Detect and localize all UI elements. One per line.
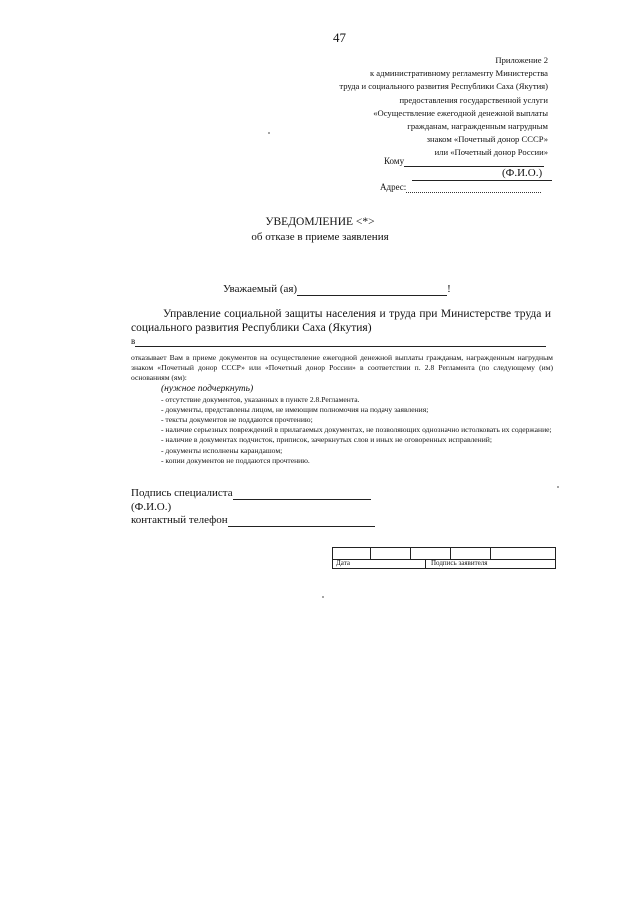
reason-item: - документы исполнены карандашом;: [161, 445, 283, 455]
address-label: Адрес:: [380, 182, 407, 192]
greeting-prefix: Уважаемый (ая): [223, 283, 298, 295]
receipt-applicant-sign-label: Подпись заявителя: [431, 559, 488, 567]
specialist-signature-field[interactable]: [233, 487, 371, 500]
scan-speck: [268, 132, 270, 134]
reason-item: - копии документов не поддаются прочтению.: [161, 455, 310, 465]
appendix-header: [288, 54, 548, 160]
greeting: [223, 283, 451, 296]
greeting-suffix: !: [447, 283, 451, 295]
receipt-table-divider: [425, 559, 426, 568]
refusal-text: отказывает Вам в приеме документов на осуществление ежегодной денежной выплаты гражданам, награжденным нагрудным знаком «Почетный донор СССР» или «Почетный донор России» в соответствии п. 2.8 Регламента (по следующему (им) основаниям (ям):: [131, 353, 553, 383]
receipt-table-cell-divider: [410, 548, 411, 559]
scan-speck: [322, 596, 324, 598]
receipt-date-label: Дата: [336, 559, 350, 567]
in-line: [131, 336, 546, 347]
notice-subtitle: об отказе в приеме заявления: [251, 231, 389, 243]
receipt-table-cell-divider: [370, 548, 371, 559]
receipt-table-cell-divider: [450, 548, 451, 559]
greeting-name-field[interactable]: [297, 283, 447, 296]
addressee-to: [384, 156, 544, 167]
appendix-line: «Осуществление ежегодной денежной выплаты: [373, 107, 548, 118]
appendix-line: к административному регламенту Министерства: [369, 68, 548, 79]
reason-item: - документы, представлены лицом, не имеющим полномочия на подачу заявления;: [161, 404, 429, 414]
in-label: в: [131, 336, 136, 346]
notice-title: УВЕДОМЛЕНИЕ <*>: [265, 216, 375, 228]
appendix-line: предоставления государственной услуги: [399, 94, 548, 105]
appendix-line: знаком «Почетный донор СССР»: [426, 134, 548, 145]
contact-phone-field[interactable]: [228, 514, 375, 527]
reason-item: - тексты документов не поддаются прочтению;: [161, 415, 313, 425]
refusal-body: [131, 353, 553, 466]
specialist-signature: [131, 487, 371, 500]
reason-item: - наличие серьезных повреждений в прилагаемых документах, не позволяющих однозначно истолковать их содержание;: [161, 425, 552, 435]
addressee-fio-label: (Ф.И.О.): [502, 167, 543, 179]
appendix-line: или «Почетный донор России»: [434, 147, 548, 158]
to-label: Кому: [384, 156, 405, 166]
contact-phone-label: контактный телефон: [131, 514, 228, 526]
contact-phone: [131, 514, 375, 527]
in-field[interactable]: [135, 336, 546, 347]
intro-text: Управление социальной защиты населения и труда при Министерстве труда и социального развития Республики Саха (Якутия): [131, 308, 551, 334]
to-field[interactable]: [404, 156, 544, 167]
specialist-fio-label: (Ф.И.О.): [131, 501, 172, 513]
scan-speck: [557, 486, 559, 488]
appendix-line: труда и социального развития Республики Саха (Якутия): [339, 81, 548, 92]
specialist-signature-label: Подпись специалиста: [131, 487, 233, 499]
reason-item: - отсутствие документов, указанных в пункте 2.8.Регламента.: [161, 394, 360, 404]
intro-paragraph: [131, 307, 551, 335]
appendix-line: гражданам, награжденным нагрудным: [407, 121, 548, 132]
reason-item: - наличие в документах подчисток, приписок, зачеркнутых слов и иных не оговоренных исправлений;: [161, 435, 492, 445]
page-number: 47: [333, 30, 346, 45]
address-field[interactable]: [406, 182, 541, 193]
receipt-table: [332, 547, 556, 569]
appendix-line: Приложение 2: [495, 55, 548, 65]
underline-note: (нужное подчеркнуть): [161, 383, 254, 394]
receipt-table-cell-divider: [490, 548, 491, 559]
addressee-address: [380, 182, 541, 193]
addressee-fio-line: [412, 180, 552, 181]
